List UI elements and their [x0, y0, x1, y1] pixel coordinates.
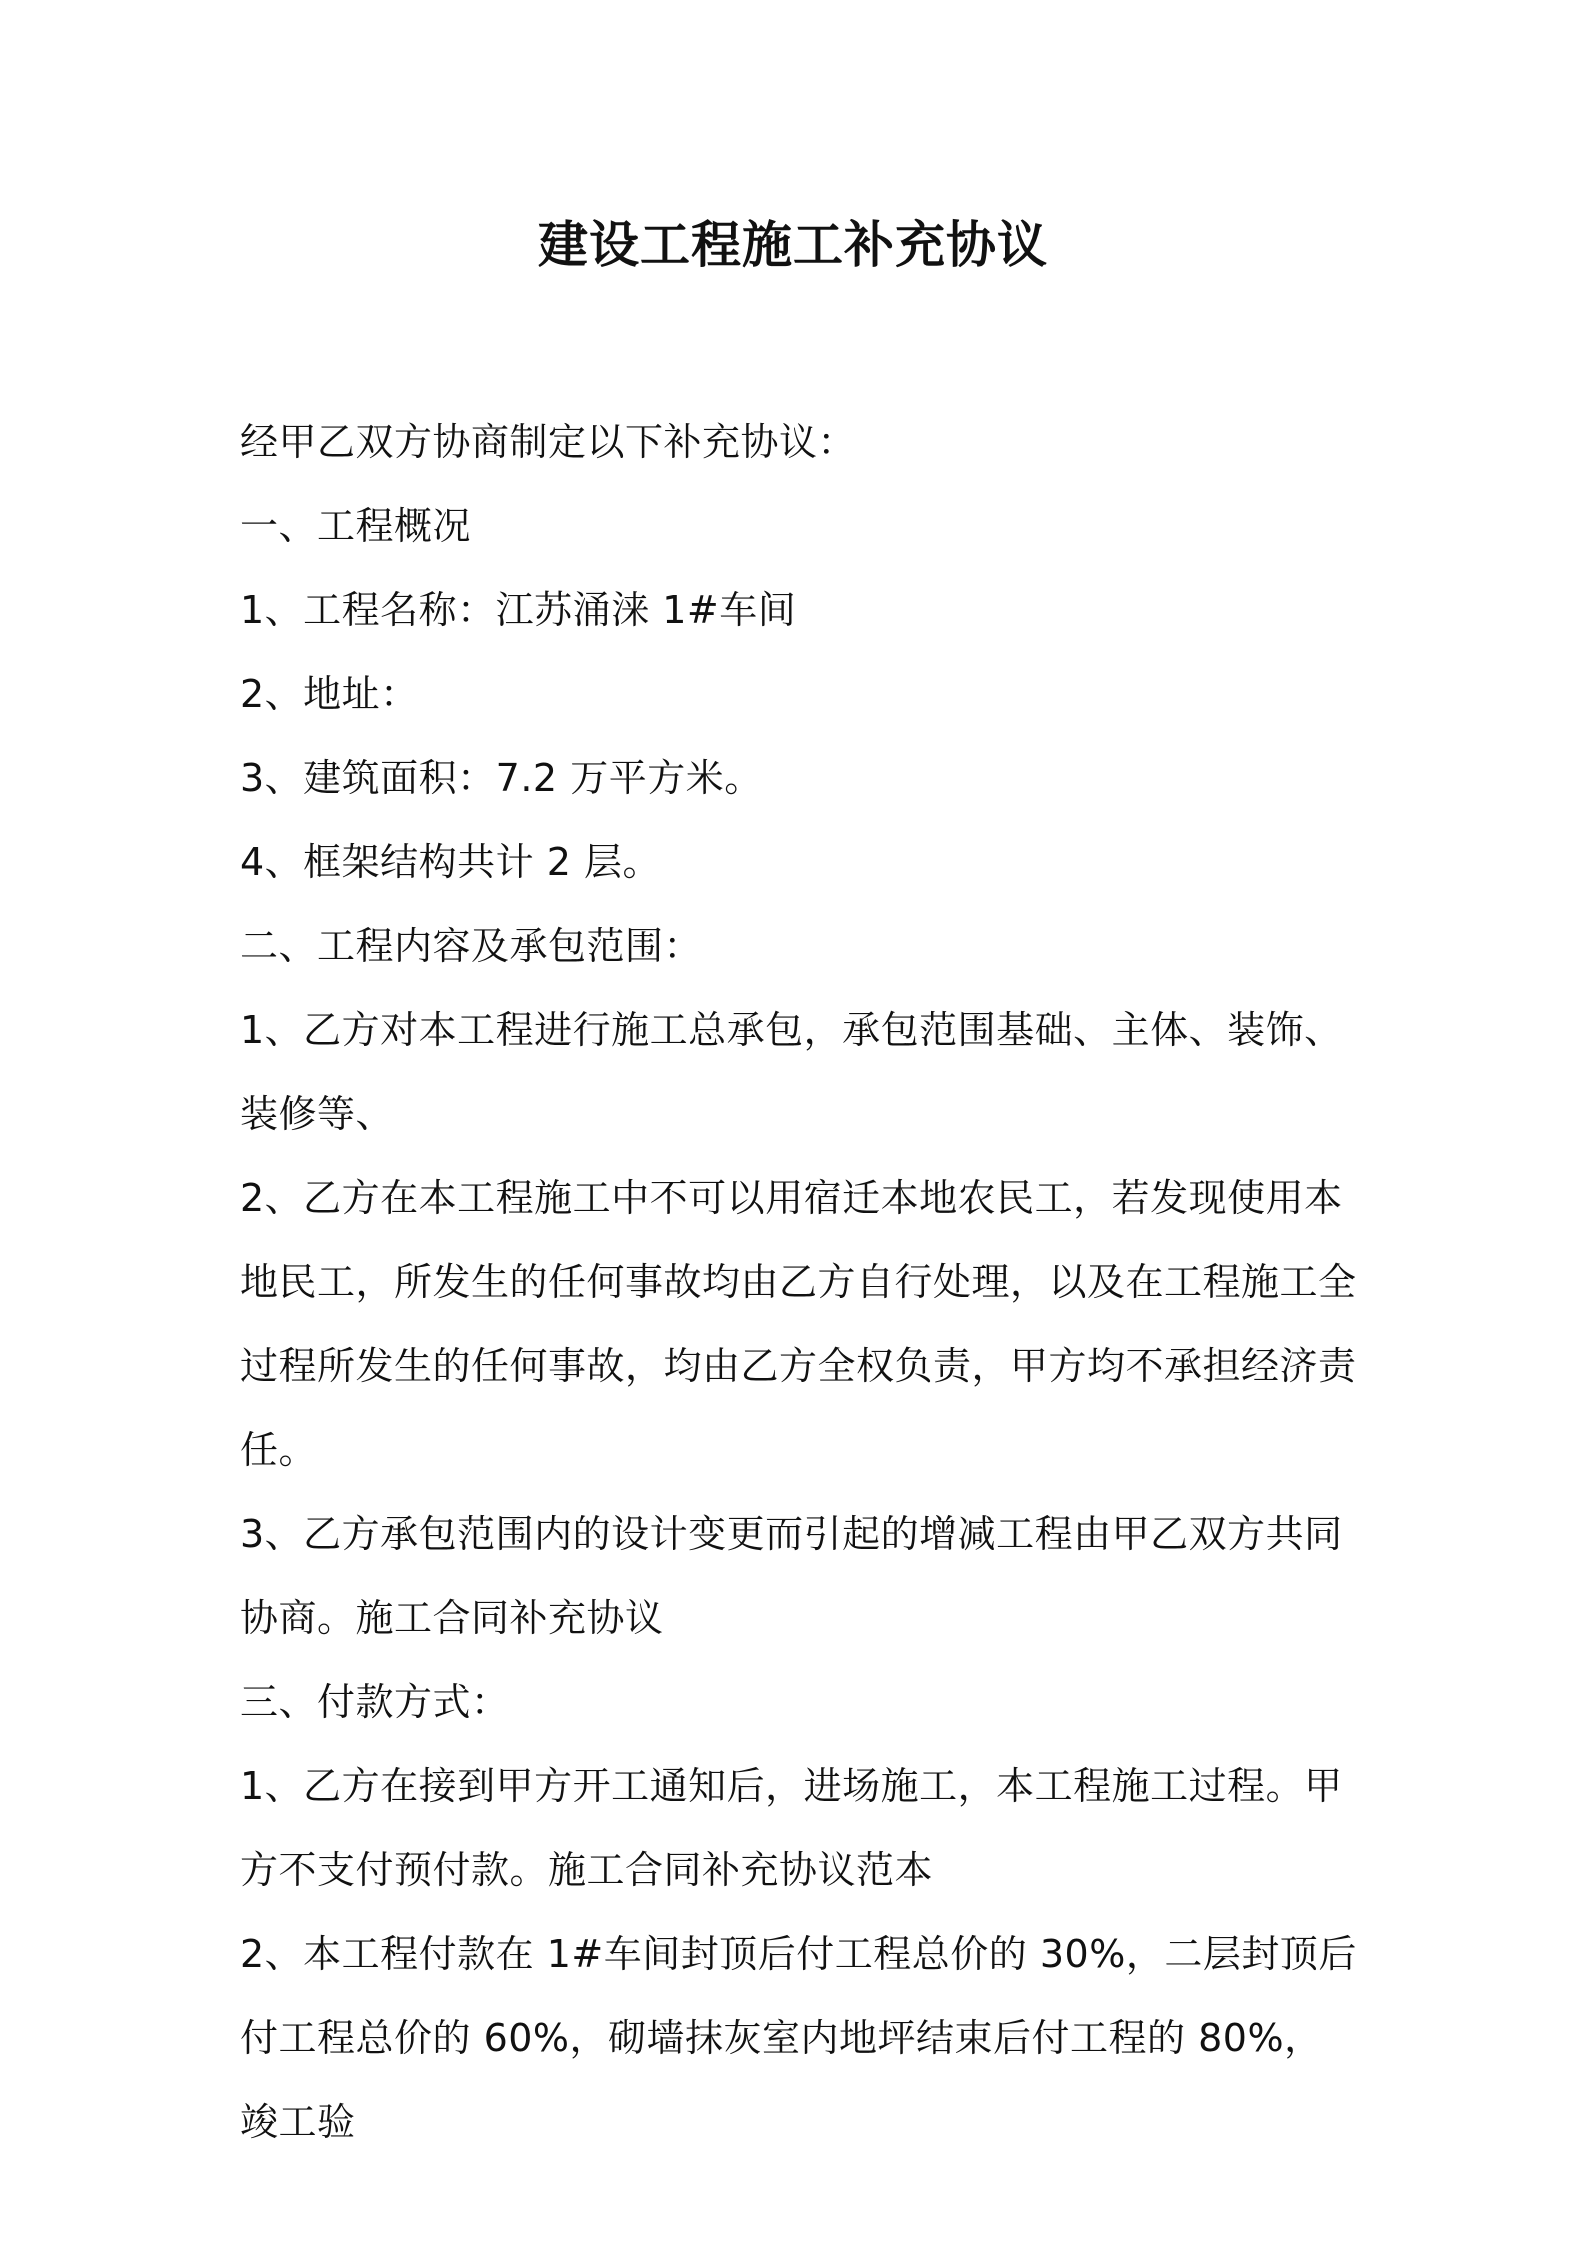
section-heading-project-overview: 一、工程概况	[240, 504, 472, 548]
project-name-item: 1、工程名称：江苏涌涞 1#车间	[240, 588, 797, 632]
scope-item-1: 1、乙方对本工程进行施工总承包，承包范围基础、主体、装饰、装修等、	[240, 1008, 1343, 1136]
building-area-item: 3、建筑面积：7.2 万平方米。	[240, 756, 763, 800]
section-heading-scope: 二、工程内容及承包范围：	[240, 924, 703, 968]
structure-item: 4、框架结构共计 2 层。	[240, 840, 662, 884]
intro-paragraph: 经甲乙双方协商制定以下补充协议：	[240, 420, 857, 464]
scope-item-3: 3、乙方承包范围内的设计变更而引起的增减工程由甲乙双方共同协商。施工合同补充协议	[240, 1512, 1343, 1640]
scope-item-2: 2、乙方在本工程施工中不可以用宿迁本地农民工，若发现使用本地民工，所发生的任何事故均由乙方自行处理，以及在工程施工全过程所发生的任何事故，均由乙方全权负责，甲方均不承担经济责任。	[240, 1176, 1357, 1472]
payment-item-2: 2、本工程付款在 1#车间封顶后付工程总价的 30%，二层封顶后付工程总价的 60%，砌墙抹灰室内地坪结束后付工程的 80%，竣工验	[240, 1932, 1357, 2144]
document-body	[240, 400, 1360, 2164]
payment-item-1: 1、乙方在接到甲方开工通知后，进场施工，本工程施工过程。甲方不支付预付款。施工合同补充协议范本	[240, 1764, 1343, 1892]
section-heading-payment: 三、付款方式：	[240, 1680, 510, 1724]
address-item: 2、地址：	[240, 672, 419, 716]
document-title: 建设工程施工补充协议	[538, 216, 1048, 274]
